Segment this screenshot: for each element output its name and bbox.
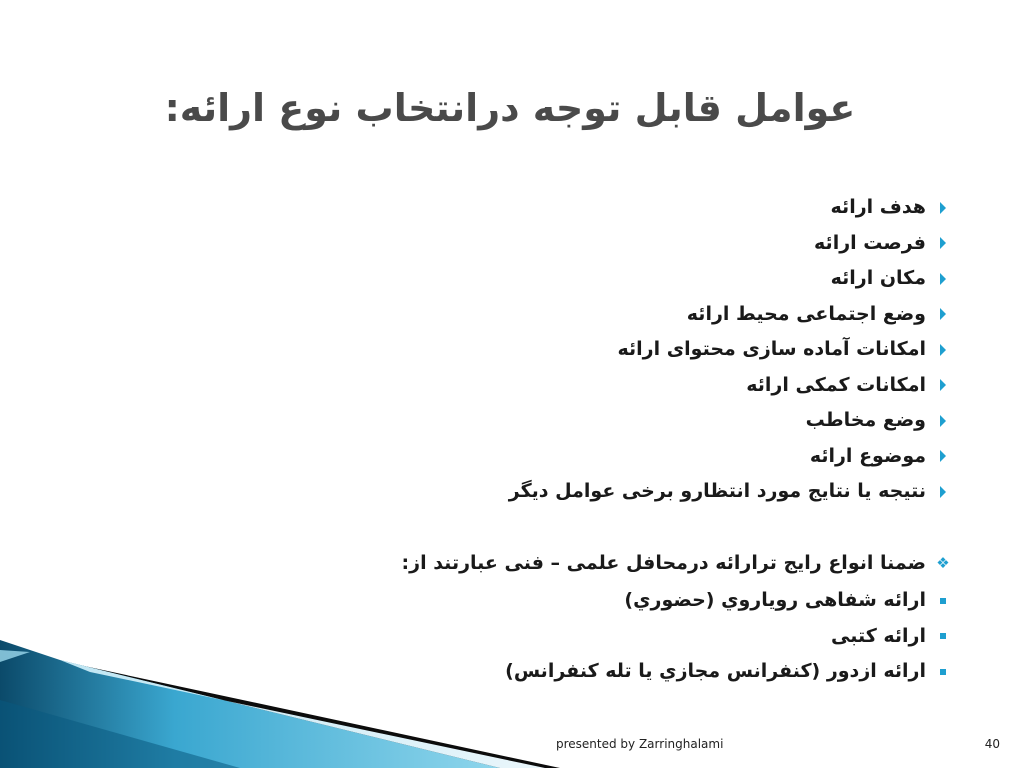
list-item: امکانات آماده سازی محتوای ارائه [402, 332, 950, 368]
list-item: ارائه ازدور (کنفرانس مجازي یا تله کنفرانس) [402, 654, 950, 690]
factors-list [402, 190, 950, 510]
note-item: ❖ ضمنا انواع رایج ترارائه درمحافل علمی – فنی عبارتند از: [402, 546, 950, 582]
slide-title: عوامل قابل توجه درانتخاب نوع ارائه: [164, 86, 856, 130]
triangle-bullet-icon [936, 474, 950, 510]
triangle-bullet-icon [936, 368, 950, 404]
page-number: 40 [984, 737, 1000, 751]
list-item: امکانات کمکی ارائه [402, 368, 950, 404]
square-bullet-icon [936, 619, 950, 655]
triangle-bullet-icon [936, 439, 950, 475]
footer-text: presented by Zarringhalami [556, 737, 724, 751]
list-item: هدف ارائه [402, 190, 950, 226]
list-item: نتیجه یا نتایج مورد انتظارو برخی عوامل دیگر [402, 474, 950, 510]
diamond-bullet-icon: ❖ [936, 553, 950, 572]
triangle-bullet-icon [936, 226, 950, 262]
square-bullet-icon [936, 583, 950, 619]
types-list [402, 583, 950, 690]
note-list [402, 546, 950, 582]
list-item: ارائه شفاهی رویاروي (حضوري) [402, 583, 950, 619]
list-item: مکان ارائه [402, 261, 950, 297]
triangle-bullet-icon [936, 190, 950, 226]
slide-content [402, 190, 950, 690]
list-item: وضع مخاطب [402, 403, 950, 439]
triangle-bullet-icon [936, 332, 950, 368]
list-item: ارائه کتبی [402, 619, 950, 655]
triangle-bullet-icon [936, 297, 950, 333]
triangle-bullet-icon [936, 261, 950, 297]
list-item: وضع اجتماعی محیط ارائه [402, 297, 950, 333]
triangle-bullet-icon [936, 403, 950, 439]
list-item: موضوع ارائه [402, 439, 950, 475]
list-item: فرصت ارائه [402, 226, 950, 262]
square-bullet-icon [936, 654, 950, 690]
